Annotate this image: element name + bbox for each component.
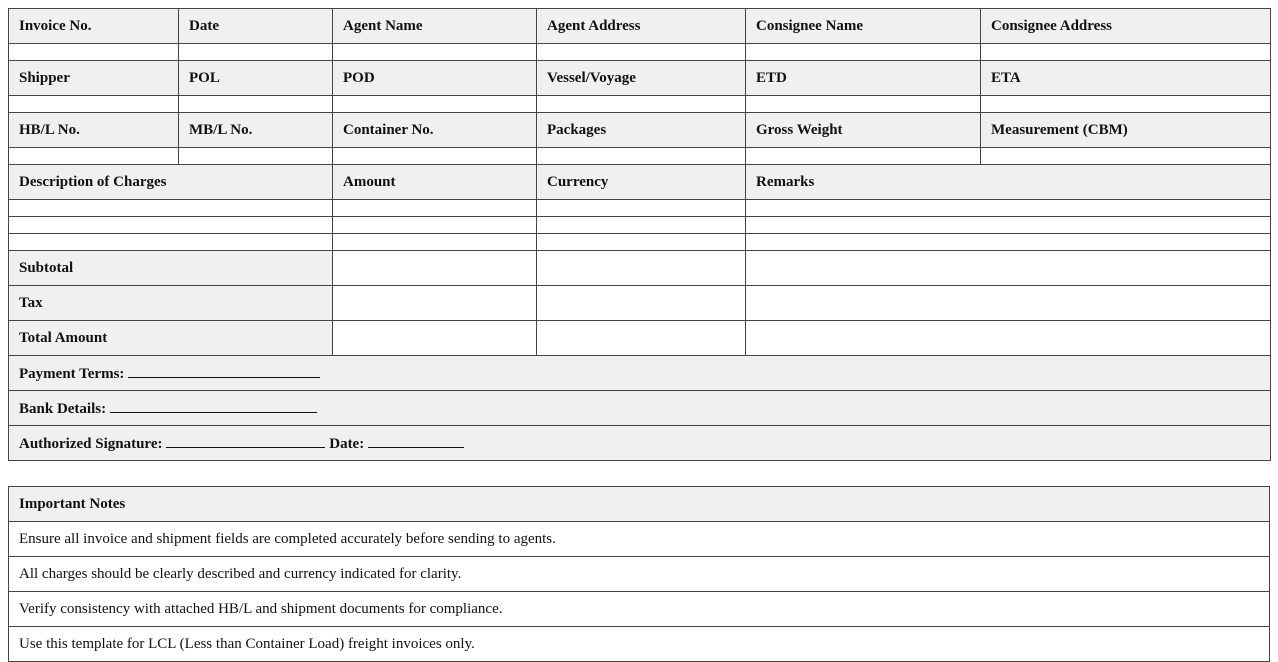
header-row-cargo (9, 113, 1271, 148)
signature-row (9, 426, 1271, 461)
field-tax-amount[interactable] (333, 286, 537, 321)
field-charge-description[interactable] (9, 234, 333, 251)
label-eta: ETA (981, 61, 1271, 96)
field-subtotal-currency[interactable] (537, 251, 746, 286)
field-charge-remarks[interactable] (746, 200, 1271, 217)
label-bank-details: Bank Details: (19, 401, 107, 417)
field-total-remarks[interactable] (746, 321, 1271, 356)
field-charge-amount[interactable] (333, 200, 537, 217)
field-measurement[interactable] (981, 148, 1271, 165)
important-notes-table (8, 486, 1270, 662)
label-date: Date (179, 9, 333, 44)
label-tax: Tax (9, 286, 333, 321)
note-row (9, 522, 1270, 557)
field-charge-description[interactable] (9, 217, 333, 234)
field-total-currency[interactable] (537, 321, 746, 356)
header-row-shipment (9, 61, 1271, 96)
label-currency: Currency (537, 165, 746, 200)
field-agent-name[interactable] (333, 44, 537, 61)
subtotal-row (9, 251, 1271, 286)
label-etd: ETD (746, 61, 981, 96)
field-shipper[interactable] (9, 96, 179, 113)
notes-header-row (9, 487, 1270, 522)
signature-blank-line[interactable] (166, 433, 325, 448)
label-pol: POL (179, 61, 333, 96)
field-vessel-voyage[interactable] (537, 96, 746, 113)
bank-details (9, 391, 1271, 426)
note-row (9, 627, 1270, 662)
note-item: Verify consistency with attached HB/L and shipment documents for compliance. (9, 592, 1270, 627)
label-total-amount: Total Amount (9, 321, 333, 356)
label-payment-terms: Payment Terms: (19, 366, 125, 382)
field-charge-amount[interactable] (333, 234, 537, 251)
field-tax-currency[interactable] (537, 286, 746, 321)
tax-row (9, 286, 1271, 321)
label-packages: Packages (537, 113, 746, 148)
note-row (9, 557, 1270, 592)
label-subtotal: Subtotal (9, 251, 333, 286)
charges-header-row (9, 165, 1271, 200)
field-subtotal-amount[interactable] (333, 251, 537, 286)
note-item: All charges should be clearly described and currency indicated for clarity. (9, 557, 1270, 592)
field-total-amount[interactable] (333, 321, 537, 356)
label-gross-weight: Gross Weight (746, 113, 981, 148)
input-row-cargo (9, 148, 1271, 165)
field-agent-address[interactable] (537, 44, 746, 61)
field-container-no[interactable] (333, 148, 537, 165)
field-charge-currency[interactable] (537, 234, 746, 251)
input-row-invoice (9, 44, 1271, 61)
field-eta[interactable] (981, 96, 1271, 113)
field-charge-currency[interactable] (537, 200, 746, 217)
label-pod: POD (333, 61, 537, 96)
input-row-shipment (9, 96, 1271, 113)
field-charge-description[interactable] (9, 200, 333, 217)
label-measurement: Measurement (CBM) (981, 113, 1271, 148)
payment-terms-blank-line[interactable] (128, 363, 320, 378)
charge-row (9, 200, 1271, 217)
label-signature-date: Date: (329, 436, 365, 452)
label-description-of-charges: Description of Charges (9, 165, 333, 200)
charge-row (9, 234, 1271, 251)
label-shipper: Shipper (9, 61, 179, 96)
field-pod[interactable] (333, 96, 537, 113)
total-amount-row (9, 321, 1271, 356)
signature-date-blank-line[interactable] (368, 433, 464, 448)
header-row-invoice (9, 9, 1271, 44)
field-consignee-name[interactable] (746, 44, 981, 61)
notes-title: Important Notes (9, 487, 1270, 522)
label-agent-name: Agent Name (333, 9, 537, 44)
label-invoice-no: Invoice No. (9, 9, 179, 44)
note-item: Ensure all invoice and shipment fields are completed accurately before sending to agents. (9, 522, 1270, 557)
field-charge-amount[interactable] (333, 217, 537, 234)
authorized-signature (9, 426, 1271, 461)
label-mbl-no: MB/L No. (179, 113, 333, 148)
field-packages[interactable] (537, 148, 746, 165)
invoice-form-table (8, 8, 1271, 461)
field-pol[interactable] (179, 96, 333, 113)
label-remarks: Remarks (746, 165, 1271, 200)
label-consignee-address: Consignee Address (981, 9, 1271, 44)
bank-details-blank-line[interactable] (110, 398, 317, 413)
field-subtotal-remarks[interactable] (746, 251, 1271, 286)
field-tax-remarks[interactable] (746, 286, 1271, 321)
label-authorized-signature: Authorized Signature: (19, 436, 163, 452)
bank-details-row (9, 391, 1271, 426)
payment-terms-row (9, 356, 1271, 391)
field-charge-currency[interactable] (537, 217, 746, 234)
field-gross-weight[interactable] (746, 148, 981, 165)
payment-terms (9, 356, 1271, 391)
label-hbl-no: HB/L No. (9, 113, 179, 148)
field-charge-remarks[interactable] (746, 217, 1271, 234)
label-vessel-voyage: Vessel/Voyage (537, 61, 746, 96)
field-etd[interactable] (746, 96, 981, 113)
field-date[interactable] (179, 44, 333, 61)
field-hbl-no[interactable] (9, 148, 179, 165)
charge-row (9, 217, 1271, 234)
label-amount: Amount (333, 165, 537, 200)
note-row (9, 592, 1270, 627)
label-container-no: Container No. (333, 113, 537, 148)
field-consignee-address[interactable] (981, 44, 1271, 61)
label-consignee-name: Consignee Name (746, 9, 981, 44)
note-item: Use this template for LCL (Less than Container Load) freight invoices only. (9, 627, 1270, 662)
field-charge-remarks[interactable] (746, 234, 1271, 251)
label-agent-address: Agent Address (537, 9, 746, 44)
field-mbl-no[interactable] (179, 148, 333, 165)
field-invoice-no[interactable] (9, 44, 179, 61)
